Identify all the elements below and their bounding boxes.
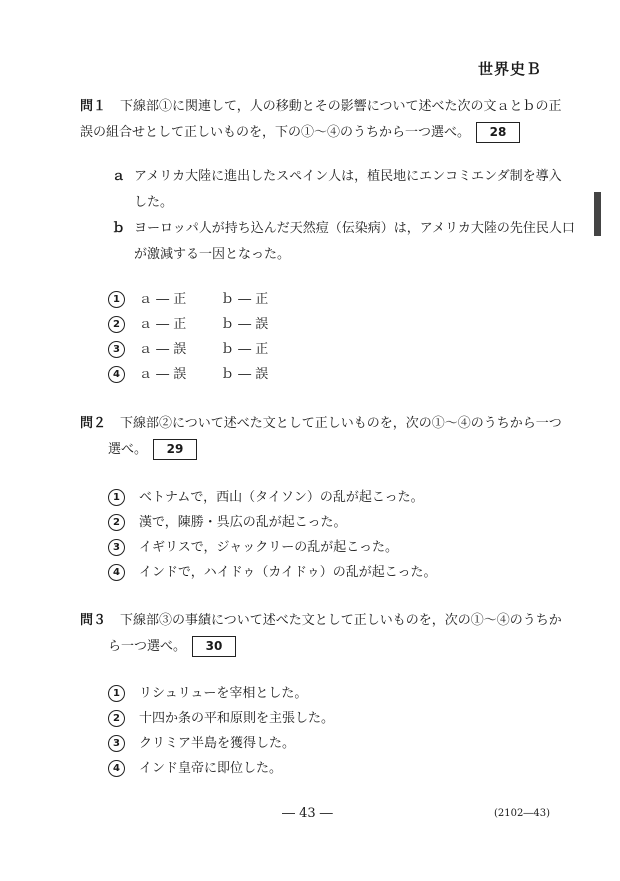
document-code: (2102―43): [494, 808, 550, 819]
option-a-judgement: ａ ― 誤: [139, 342, 187, 357]
option-3[interactable]: [108, 731, 334, 756]
question-text-line: 下線部②について述べた文として正しいものを，次の①～④のうちから一つ: [120, 416, 562, 431]
statement-text: した。: [134, 195, 174, 210]
statement-label: ｂ: [112, 221, 126, 236]
page-number: ― 43 ―: [282, 806, 333, 821]
option-3[interactable]: [108, 337, 268, 362]
page-edge-tab: [594, 192, 601, 236]
question-2: [80, 411, 562, 463]
option-number-circle: 1: [108, 291, 125, 308]
option-text: 漢で，陳勝・呉広の乱が起こった。: [139, 515, 347, 530]
option-4[interactable]: [108, 560, 436, 585]
option-2[interactable]: [108, 510, 436, 535]
option-number-circle: 4: [108, 366, 125, 383]
statement-a: [112, 164, 562, 216]
question-number: 問２: [80, 416, 107, 431]
option-1[interactable]: [108, 287, 268, 312]
question-text-line: 誤の組合せとして正しいものを，下の①～④のうちから一つ選べ。: [80, 125, 471, 140]
statement-label: ａ: [112, 169, 126, 184]
answer-box[interactable]: 29: [153, 439, 197, 460]
question-text-line: ら一つ選べ。: [108, 639, 187, 654]
option-text: クリミア半島を獲得した。: [139, 736, 296, 751]
option-number-circle: 2: [108, 316, 125, 333]
option-b-judgement: ｂ ― 誤: [221, 317, 269, 332]
question-3: [80, 608, 562, 660]
option-number-circle: 3: [108, 539, 125, 556]
question-1: [80, 94, 562, 146]
option-a-judgement: ａ ― 誤: [139, 367, 187, 382]
option-4[interactable]: [108, 362, 268, 387]
option-number-circle: 2: [108, 514, 125, 531]
question-number: 問１: [80, 99, 107, 114]
option-a-judgement: ａ ― 正: [139, 317, 187, 332]
statement-text: アメリカ大陸に進出したスペイン人は，植民地にエンコミエンダ制を導入: [134, 169, 562, 184]
option-a-judgement: ａ ― 正: [139, 292, 187, 307]
option-1[interactable]: [108, 485, 436, 510]
subject-title: 世界史Ｂ: [478, 60, 543, 78]
option-text: インドで，ハイドゥ（カイドゥ）の乱が起こった。: [139, 565, 437, 580]
option-b-judgement: ｂ ― 誤: [221, 367, 269, 382]
option-number-circle: 4: [108, 564, 125, 581]
option-number-circle: 3: [108, 341, 125, 358]
option-text: イギリスで，ジャックリーの乱が起こった。: [139, 540, 398, 555]
question-number: 問３: [80, 613, 107, 628]
option-2[interactable]: [108, 706, 334, 731]
question-text-line: 選べ。: [108, 442, 148, 457]
statement-b: [112, 216, 575, 268]
answer-box[interactable]: 28: [476, 122, 520, 143]
option-2[interactable]: [108, 312, 268, 337]
option-text: 十四か条の平和原則を主張した。: [139, 711, 335, 726]
option-b-judgement: ｂ ― 正: [221, 292, 269, 307]
statement-text: ヨーロッパ人が持ち込んだ天然痘（伝染病）は，アメリカ大陸の先住民人口: [134, 221, 575, 236]
option-b-judgement: ｂ ― 正: [221, 342, 269, 357]
statement-text: が激減する一因となった。: [134, 247, 291, 262]
q1-options: [108, 287, 268, 387]
option-number-circle: 4: [108, 760, 125, 777]
option-number-circle: 2: [108, 710, 125, 727]
option-1[interactable]: [108, 681, 334, 706]
q2-options: [108, 485, 436, 585]
question-text-line: 下線部③の事績について述べた文として正しいものを，次の①～④のうちか: [120, 613, 562, 628]
question-text-line: 下線部①に関連して，人の移動とその影響について述べた次の文ａとｂの正: [120, 99, 562, 114]
option-text: インド皇帝に即位した。: [139, 761, 283, 776]
answer-box[interactable]: 30: [192, 636, 236, 657]
option-4[interactable]: [108, 756, 334, 781]
option-3[interactable]: [108, 535, 436, 560]
option-text: リシュリューを宰相とした。: [139, 686, 308, 701]
option-number-circle: 3: [108, 735, 125, 752]
q3-options: [108, 681, 334, 781]
option-number-circle: 1: [108, 685, 125, 702]
option-number-circle: 1: [108, 489, 125, 506]
option-text: ベトナムで，西山（タイソン）の乱が起こった。: [139, 490, 424, 505]
